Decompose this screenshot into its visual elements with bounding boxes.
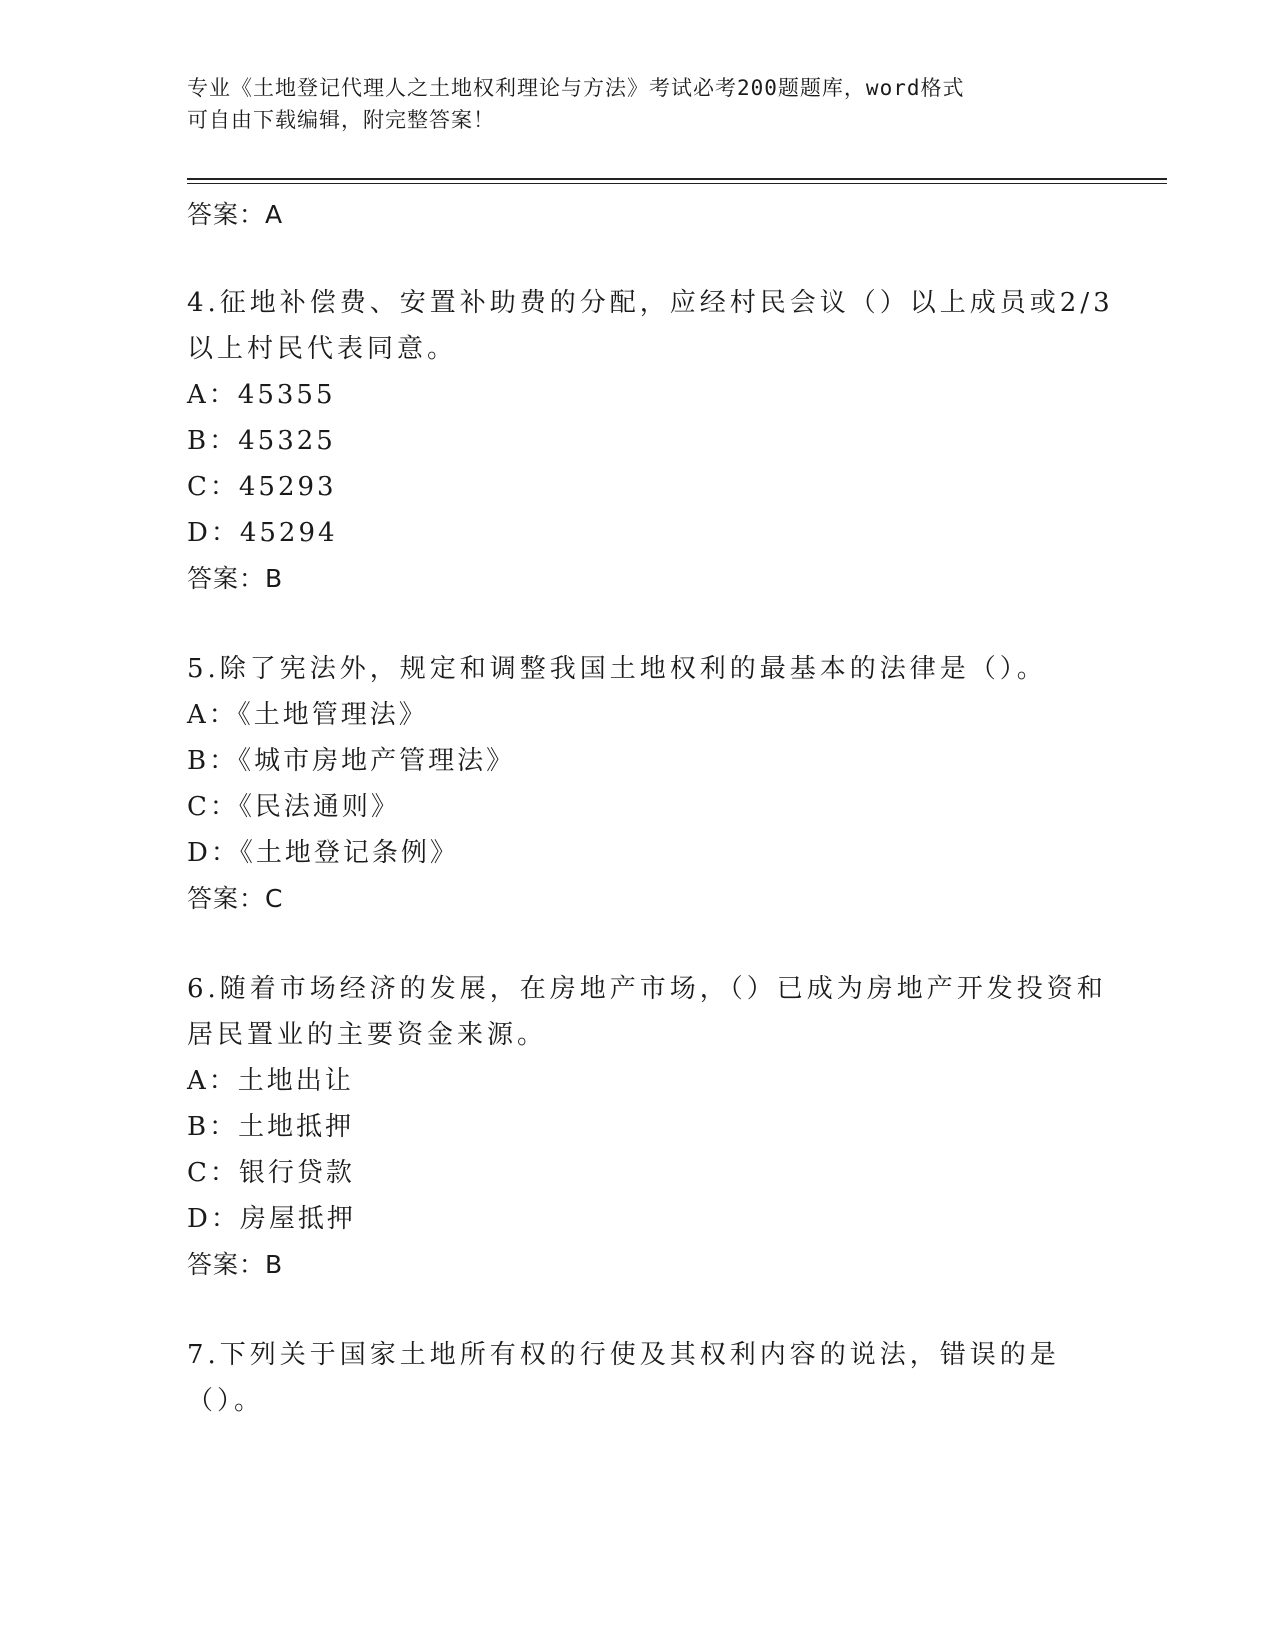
option-a: A：45355 — [187, 380, 336, 410]
option-a: A：土地出让 — [187, 1066, 354, 1096]
option-c: C：银行贷款 — [187, 1158, 355, 1188]
answer-line: 答案：C — [187, 884, 284, 913]
option-a: A：《土地管理法》 — [187, 700, 428, 730]
question-stem: 7.下列关于国家土地所有权的行使及其权利内容的说法，错误的是（）。 — [187, 1340, 1060, 1416]
option-b: B：《城市房地产管理法》 — [187, 746, 516, 776]
question-6 — [187, 966, 1167, 1288]
option-c: C：45293 — [187, 472, 337, 502]
question-stem: 6.随着市场经济的发展，在房地产市场，（）已成为房地产开发投资和居民置业的主要资金来源。 — [187, 974, 1107, 1050]
header-line-2: 可自由下载编辑，附完整答案！ — [187, 108, 495, 132]
option-d: D：《土地登记条例》 — [187, 838, 459, 868]
answer-line: 答案：A — [187, 200, 284, 229]
document-header — [187, 72, 1067, 136]
question-stem: 5.除了宪法外，规定和调整我国土地权利的最基本的法律是（）。 — [187, 654, 1047, 684]
answer-line: 答案：B — [187, 564, 284, 593]
question-7 — [187, 1332, 1167, 1424]
question-4 — [187, 280, 1167, 602]
header-divider — [187, 178, 1167, 184]
option-b: B：土地抵押 — [187, 1112, 355, 1142]
option-d: D：45294 — [187, 518, 338, 548]
question-list — [187, 192, 1167, 1468]
question-stem: 4.征地补偿费、安置补助费的分配，应经村民会议（）以上成员或2/3以上村民代表同意。 — [187, 288, 1114, 364]
option-b: B：45325 — [187, 426, 336, 456]
question-5 — [187, 646, 1167, 922]
option-d: D：房屋抵押 — [187, 1204, 356, 1234]
answer-line: 答案：B — [187, 1250, 284, 1279]
option-c: C：《民法通则》 — [187, 792, 400, 822]
header-line-1: 专业《土地登记代理人之土地权利理论与方法》考试必考200题题库，word格式 — [187, 76, 965, 100]
